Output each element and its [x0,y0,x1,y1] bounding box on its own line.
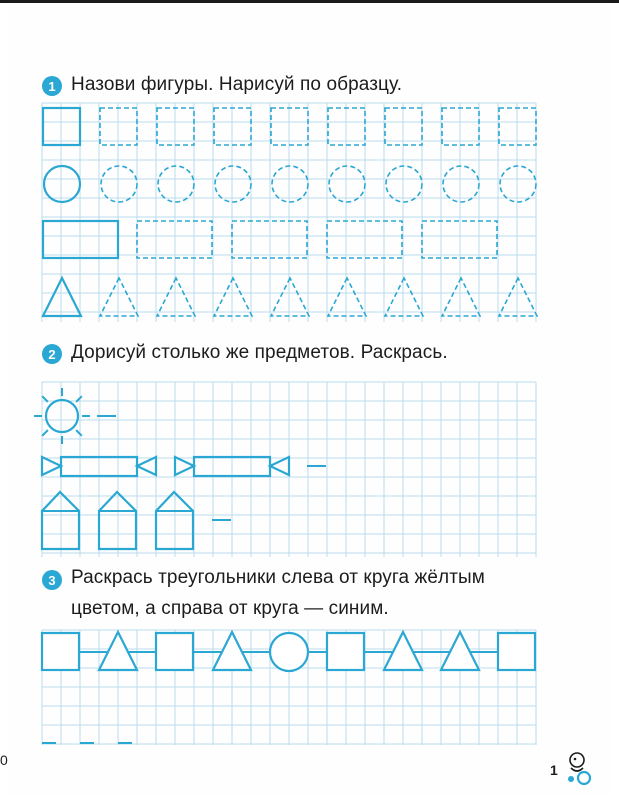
chain-square [327,633,364,670]
sun-circle [46,400,78,432]
dashed-triangle [442,278,480,316]
task3-title-line2: цветом, а справа от круга — синим. [71,598,389,619]
candy-left-wrap [42,457,61,475]
dashed-circle [101,166,137,202]
worksheet-figures [34,108,537,743]
sample-circle [44,166,80,202]
left-edge-page-mark: 0 [0,752,8,768]
dashed-triangle [385,278,423,316]
dashed-circle [272,166,308,202]
task3-number-badge: 3 [42,570,62,590]
dashed-triangle [271,278,309,316]
task1-title: Назови фигуры. Нарисуй по образцу. [71,74,403,95]
page-number: 1 [550,762,558,778]
task1-grid [42,103,536,322]
candy-left-wrap [175,457,194,475]
dashed-circle [329,166,365,202]
sun-ray [76,430,82,436]
dashed-circle [386,166,422,202]
task2-title: Дорисуй столько же предметов. Раскрась. [71,342,448,363]
chain-square [498,633,535,670]
task1-number-badge: 1 [42,76,62,96]
chain-square [156,633,193,670]
task3-title-line1: Раскрась треугольники слева от круга жёлтым [71,567,485,588]
chain-circle [270,633,308,671]
dashed-circle [443,166,479,202]
chain-square [42,633,79,670]
dashed-triangle [499,278,537,316]
sample-triangle [43,278,81,316]
candy-right-wrap [137,457,156,475]
dashed-triangle [100,278,138,316]
dashed-triangle [157,278,195,316]
candy-right-wrap [270,457,289,475]
dashed-triangle [214,278,252,316]
dashed-triangle [328,278,366,316]
dashed-circle [158,166,194,202]
task2-number-badge: 2 [42,344,62,364]
dashed-circle [215,166,251,202]
sun-ray [42,430,48,436]
dashed-circle [500,166,536,202]
